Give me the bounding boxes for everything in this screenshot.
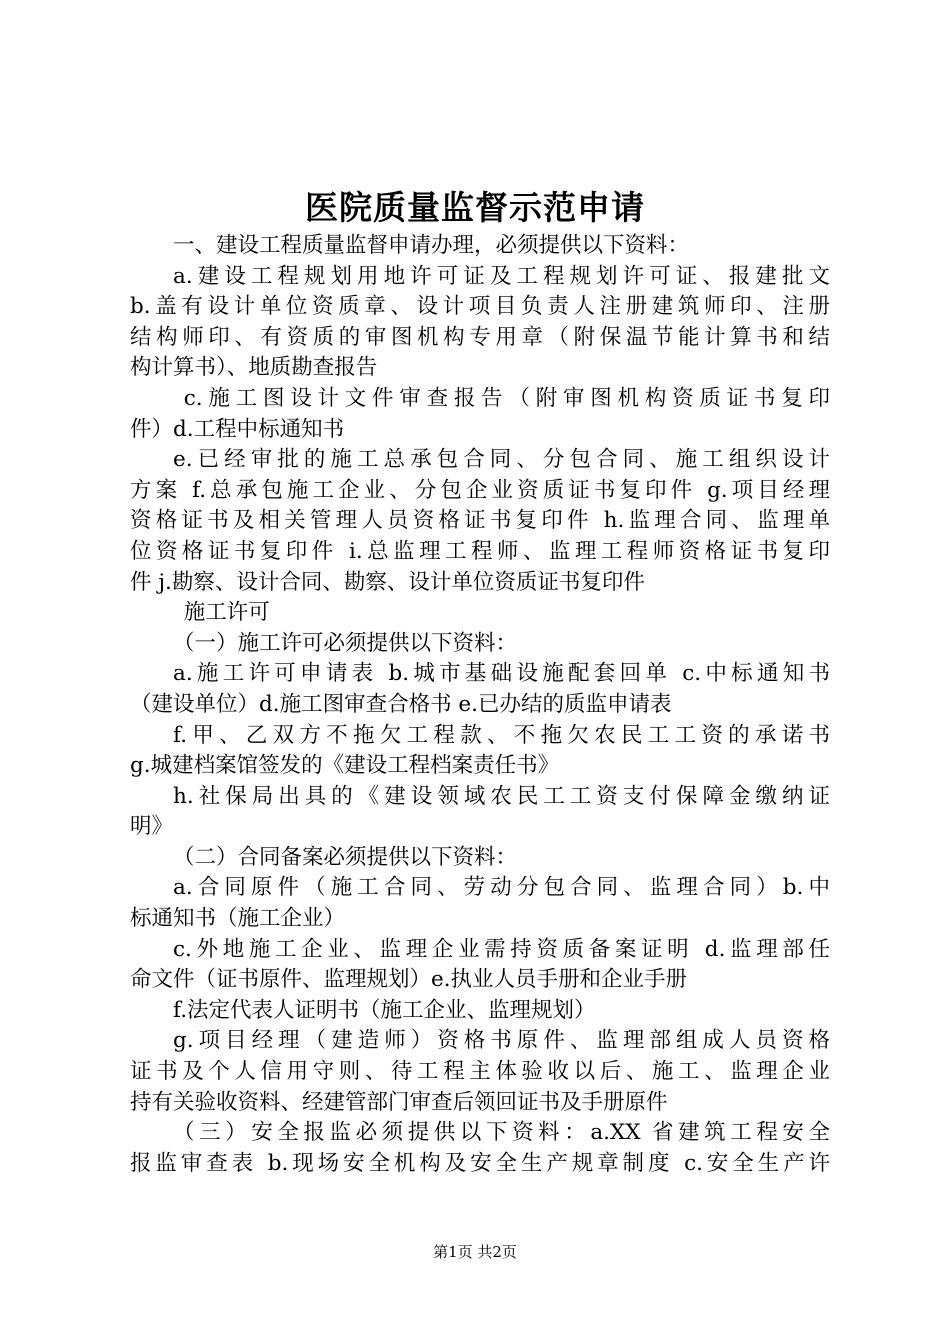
body-line: 资格证书及相关管理人员资格证书复印件 h.监理合同、监理单 — [130, 508, 830, 534]
body-line: g.项目经理（建造师）资格书原件、监理部组成人员资格 — [173, 1028, 830, 1054]
body-line: 命文件（证书原件、监理规划）e.执业人员手册和企业手册 — [130, 967, 688, 993]
body-line: b.盖有设计单位资质章、设计项目负责人注册建筑师印、注册 — [130, 294, 830, 320]
body-line: 持有关验收资料、经建管部门审查后领回证书及手册原件 — [130, 1089, 668, 1115]
body-line: 明》 — [130, 814, 174, 840]
body-line: 结构师印、有资质的审图机构专用章（附保温节能计算书和结 — [130, 324, 830, 350]
body-line: g.城建档案馆签发的《建设工程档案责任书》 — [130, 753, 560, 779]
document-body — [130, 231, 830, 1179]
body-line: f.法定代表人证明书（施工企业、监理规划） — [173, 997, 596, 1023]
body-line: h.社保局出具的《建设领域农民工工资支付保障金缴纳证 — [173, 783, 830, 809]
body-line: 报监审查表 b.现场安全机构及安全生产规章制度 c.安全生产许 — [130, 1150, 830, 1176]
body-line: 施工许可 — [183, 600, 270, 626]
page-footer: 第1页 共2页 — [433, 1243, 517, 1261]
body-line: c.施工图设计文件审查报告（附审图机构资质证书复印 — [183, 385, 830, 411]
body-line: a.合同原件（施工合同、劳动分包合同、监理合同）b.中 — [173, 875, 830, 901]
body-line: a.施工许可申请表 b.城市基础设施配套回单 c.中标通知书 — [173, 661, 830, 687]
body-line: 标通知书（施工企业） — [130, 906, 346, 932]
body-line: 位资格证书复印件 i.总监理工程师、监理工程师资格证书复印 — [130, 538, 830, 564]
body-line: 方案 f.总承包施工企业、分包企业资质证书复印件 g.项目经理 — [130, 477, 830, 503]
body-line: a.建设工程规划用地许可证及工程规划许可证、报建批文 — [173, 263, 830, 289]
body-line: 证书及个人信用守则、待工程主体验收以后、施工、监理企业 — [130, 1059, 830, 1085]
body-line: （建设单位）d.施工图审查合格书 e.已办结的质监申请表 — [130, 691, 672, 717]
body-line: 件 j.勘察、设计合同、勘察、设计单位资质证书复印件 — [130, 569, 645, 595]
body-line: （三）安全报监必须提供以下资料：a.XX 省建筑工程安全 — [173, 1120, 830, 1146]
body-line: 件）d.工程中标通知书 — [130, 416, 345, 442]
body-line: f.甲、乙双方不拖欠工程款、不拖欠农民工工资的承诺书 — [173, 722, 830, 748]
body-line: 构计算书）、地质勘查报告 — [130, 355, 378, 381]
body-line: e.已经审批的施工总承包合同、分包合同、施工组织设计 — [173, 447, 830, 473]
body-line: 一、建设工程质量监督申请办理，必须提供以下资料： — [173, 233, 690, 258]
document-title: 医院质量监督示范申请 — [305, 188, 645, 227]
body-line: （二）合同备案必须提供以下资料： — [173, 844, 518, 870]
body-line: （一）施工许可必须提供以下资料： — [173, 630, 518, 656]
body-line: c.外地施工企业、监理企业需持资质备案证明 d.监理部任 — [173, 936, 830, 962]
